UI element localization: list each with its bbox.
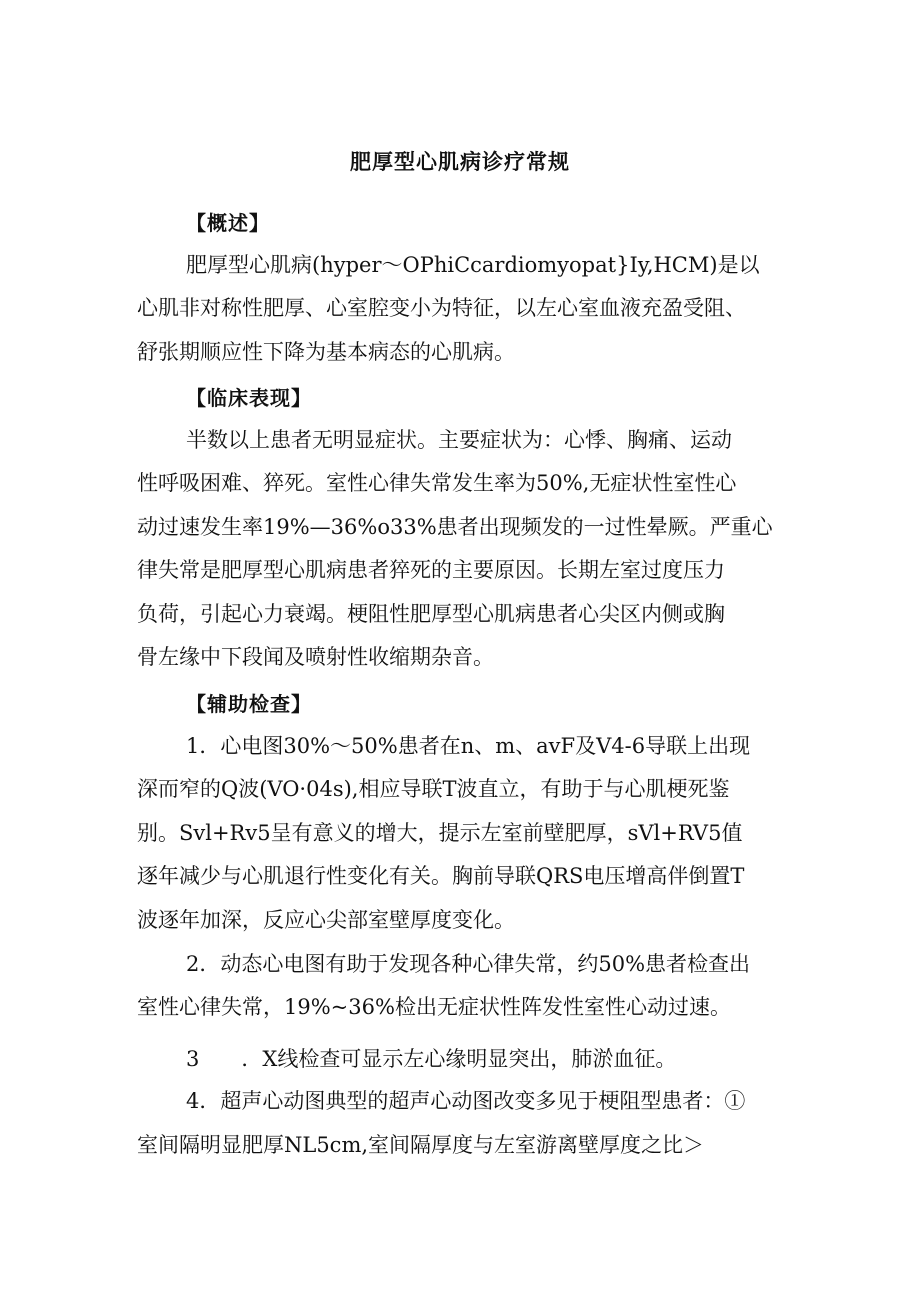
overview-heading: 【概述】 [186, 211, 270, 235]
exam-item-1-line: 别。Svl+Rv5呈有意义的增大，提示左室前壁肥厚，sVl+RV5值 [137, 821, 743, 845]
exam-item-3-line [186, 1045, 676, 1073]
exam-item-4-line: 4．超声心动图典型的超声心动图改变多见于梗阻型患者：① [186, 1089, 746, 1113]
clinical-line: 负荷，引起心力衰竭。梗阻性肥厚型心肌病患者心尖区内侧或胸 [137, 602, 725, 626]
overview-line: 肥厚型心肌病(hyper～OPhiCcardiomyopat}Iy,HCM)是以 [186, 253, 760, 277]
exam-item-1-line: 1．心电图30%～50%患者在n、m、avF及V4-6导联上出现 [186, 734, 751, 758]
exam-item-1-line: 波逐年加深，反应心尖部室壁厚度变化。 [137, 908, 515, 932]
exam-item-4-line: 室间隔明显肥厚NL5cm,室间隔厚度与左室游离壁厚度之比＞ [137, 1133, 705, 1157]
clinical-line: 骨左缘中下段闻及喷射性收缩期杂音。 [137, 645, 494, 669]
exam-item-1-line: 逐年减少与心肌退行性变化有关。胸前导联QRS电压增高伴倒置T [137, 864, 745, 888]
clinical-line: 性呼吸困难、猝死。室性心律失常发生率为50%,无症状性室性心 [137, 471, 737, 495]
exam-item-2-line: 室性心律失常，19%~36%检出无症状性阵发性室性心动过速。 [137, 995, 731, 1019]
clinical-line: 动过速发生率19%—36%o33%患者出现频发的一过性晕厥。严重心 [137, 515, 773, 539]
overview-line: 心肌非对称性肥厚、心室腔变小为特征，以左心室血液充盈受阻、 [137, 296, 746, 320]
clinical-line: 律失常是肥厚型心肌病患者猝死的主要原因。长期左室过度压力 [137, 558, 725, 582]
clinical-line: 半数以上患者无明显症状。主要症状为：心悸、胸痛、运动 [186, 428, 732, 452]
document-title: 肥厚型心肌病诊疗常规 [350, 150, 570, 174]
exams-heading: 【辅助检查】 [186, 692, 312, 716]
clinical-heading: 【临床表现】 [186, 386, 312, 410]
overview-line: 舒张期顺应性下降为基本病态的心肌病。 [137, 340, 515, 364]
exam-item-2-line: 2．动态心电图有助于发现各种心律失常，约50%患者检查出 [186, 952, 751, 976]
exam-item-3-text: ．X线检查可显示左心缘明显突出，肺淤血征。 [241, 1047, 677, 1071]
exam-item-3-number: 3 [186, 1047, 200, 1071]
exam-item-1-line: 深而窄的Q波(VO·04s),相应导联T波直立，有助于与心肌梗死鉴 [137, 777, 730, 801]
